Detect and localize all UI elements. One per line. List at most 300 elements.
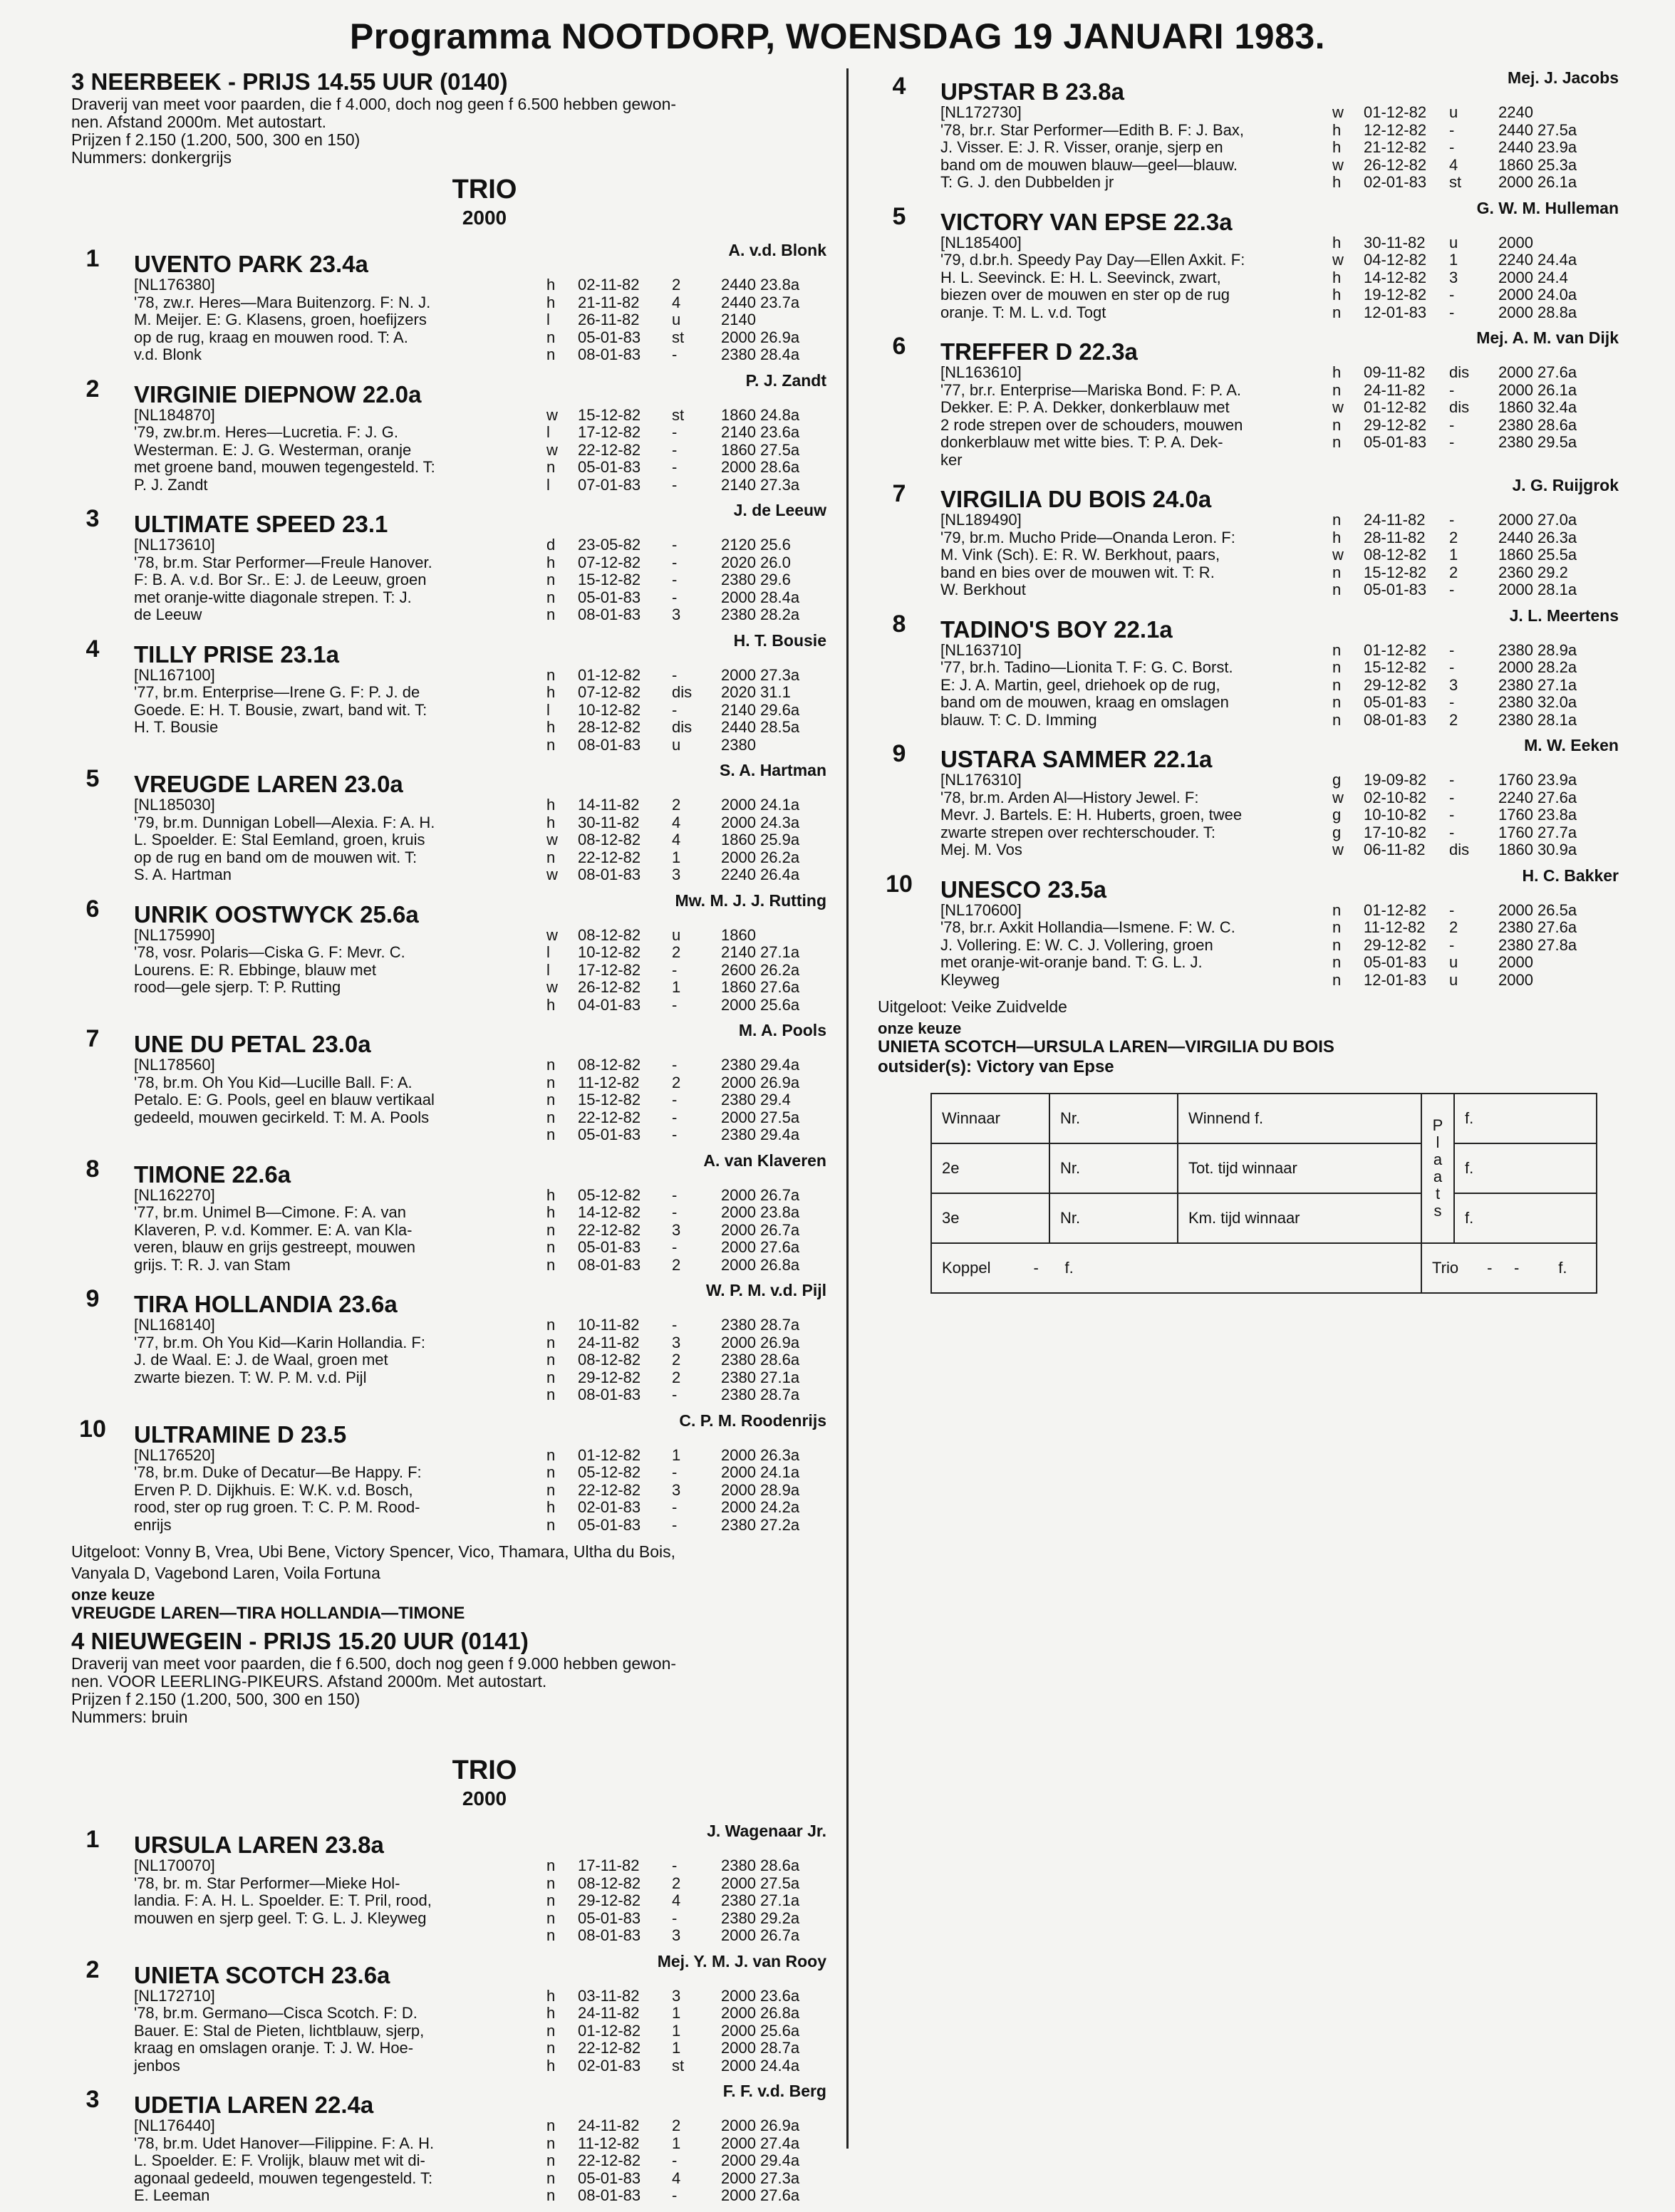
run-date: 12-01-83 xyxy=(1364,303,1427,321)
run-distance: 1860 xyxy=(721,405,756,424)
run-place: 4 xyxy=(672,813,681,831)
horse-description xyxy=(134,1857,529,1945)
run-track: l xyxy=(546,700,550,719)
run-distance: 1860 xyxy=(1498,546,1533,564)
run-time: 26.4a xyxy=(760,866,800,883)
horse-details xyxy=(134,796,826,884)
run-time xyxy=(1537,234,1594,252)
run-date: 21-12-82 xyxy=(1364,138,1427,156)
description-line: [NL168140] xyxy=(134,1316,215,1334)
horse-name: VIRGILIA DU BOIS 24.0a xyxy=(940,486,1212,512)
run-track: h xyxy=(546,683,556,701)
run-place: - xyxy=(672,2151,678,2169)
run-date: 19-12-82 xyxy=(1364,286,1427,303)
run-place: - xyxy=(672,536,678,554)
run-track: n xyxy=(546,2186,556,2204)
description-line: '78, br.m. Oh You Kid—Lucille Ball. F: A. xyxy=(134,1073,413,1091)
run-row xyxy=(1332,529,1594,547)
run-date: 01-12-82 xyxy=(1364,640,1427,659)
run-distance: 2000 xyxy=(721,796,756,814)
run-date: 08-12-82 xyxy=(578,925,641,944)
run-time: 28.9a xyxy=(760,1480,800,1499)
horse-runs xyxy=(546,407,817,494)
horse-body xyxy=(134,1411,826,1535)
run-place: 1 xyxy=(672,2039,681,2057)
run-distance: 2380 xyxy=(721,1091,756,1108)
run-track: n xyxy=(546,588,556,606)
run-track: w xyxy=(1332,398,1344,416)
run-track: n xyxy=(546,1333,556,1351)
run-place: - xyxy=(672,1909,678,1927)
horse-number: 8 xyxy=(85,1155,100,1183)
run-date: 19-09-82 xyxy=(1364,771,1427,789)
run-time: 24.1a xyxy=(760,796,800,814)
description-line: [NL176520] xyxy=(134,1445,215,1464)
description-line: rood—gele sjerp. T: P. Rutting xyxy=(134,978,341,996)
run-row xyxy=(546,589,817,607)
description-line: '79, br.m. Dunnigan Lobell—Alexia. F: A. H. xyxy=(134,813,435,831)
run-distance: 2000 xyxy=(721,1108,756,1126)
run-distance: 2000 xyxy=(721,2151,756,2169)
run-time: 27.7a xyxy=(1537,823,1577,841)
run-distance: 2000 xyxy=(721,458,756,476)
run-date: 08-01-83 xyxy=(578,1926,641,1944)
horse-owner: W. P. M. v.d. Pijl xyxy=(705,1281,826,1299)
run-row xyxy=(1332,304,1594,322)
run-row xyxy=(1332,677,1594,695)
run-date: 07-01-83 xyxy=(578,475,641,494)
right-column xyxy=(878,68,1619,1294)
horse-body xyxy=(134,1151,826,1274)
run-distance: 2380 xyxy=(1498,640,1533,659)
run-distance: 2000 xyxy=(721,2186,756,2204)
run-track: n xyxy=(546,1238,556,1256)
run-date: 22-12-82 xyxy=(578,1108,641,1126)
description-line: L. Spoelder. E: Stal Eemland, groen, kruis xyxy=(134,831,425,848)
horse-number: 4 xyxy=(892,73,906,100)
horse-entry xyxy=(71,2082,826,2205)
run-row xyxy=(546,796,817,814)
run-time: 28.6a xyxy=(1537,415,1577,434)
run-row xyxy=(1332,772,1594,789)
run-place: 4 xyxy=(1449,155,1458,174)
description-line: biezen over de mouwen en ster op de rug xyxy=(940,286,1230,303)
description-line: grijs. T: R. J. van Stam xyxy=(134,1255,291,1274)
run-place: dis xyxy=(672,718,693,736)
horse-details xyxy=(134,1857,826,1945)
run-distance: 2380 xyxy=(721,735,756,754)
description-line: J. de Waal. E: J. de Waal, groen met xyxy=(134,1351,388,1369)
run-distance: 2380 xyxy=(721,346,756,363)
horse-description xyxy=(134,1988,529,2075)
run-track: d xyxy=(546,536,556,554)
run-distance: 2000 xyxy=(721,1498,756,1516)
horse-body xyxy=(134,2082,826,2205)
run-track: n xyxy=(1332,918,1342,936)
description-line: '78, br.m. Duke of Decatur—Be Happy. F: xyxy=(134,1463,422,1481)
run-place: - xyxy=(1449,640,1455,659)
horse-entry xyxy=(71,1952,826,2075)
run-row xyxy=(546,407,817,425)
horse-number: 9 xyxy=(892,740,906,767)
run-row xyxy=(546,1334,817,1352)
cell-plaats: P l a a t s xyxy=(1421,1094,1454,1243)
horse-name: TADINO'S BOY 22.1a xyxy=(940,616,1173,643)
run-row xyxy=(546,1074,817,1092)
run-track: n xyxy=(546,735,556,754)
horse-description xyxy=(940,104,1325,192)
run-time: 27.0a xyxy=(1537,511,1577,529)
run-date: 30-11-82 xyxy=(1364,233,1426,251)
horse-name: UVENTO PARK 23.4a xyxy=(134,251,368,277)
run-time: 27.3a xyxy=(760,2169,800,2187)
run-place: st xyxy=(672,328,685,346)
run-track: h xyxy=(546,1498,556,1516)
race4-uitgeloot: Uitgeloot: Veike Zuidvelde xyxy=(878,997,1067,1016)
run-row xyxy=(546,831,817,849)
run-track: g xyxy=(1332,823,1342,841)
run-date: 22-12-82 xyxy=(578,848,641,866)
run-track: h xyxy=(546,1203,556,1221)
run-date: 03-11-82 xyxy=(578,1986,640,2005)
horse-body xyxy=(940,736,1619,859)
run-place: u xyxy=(672,735,681,754)
run-date: 08-12-82 xyxy=(1364,546,1427,564)
description-line: E. Leeman xyxy=(134,2186,210,2204)
description-line: F: B. A. v.d. Bor Sr.. E: J. de Leeuw, groen xyxy=(134,571,427,588)
race3-uitgeloot: Vanyala D, Vagebond Laren, Voila Fortuna xyxy=(71,1564,380,1582)
run-place: 1 xyxy=(1449,546,1458,564)
horse-name: ULTIMATE SPEED 23.1 xyxy=(134,511,388,537)
description-line: [NL176380] xyxy=(134,276,215,294)
run-place: u xyxy=(672,311,681,328)
description-line: L. Spoelder. E: F. Vrolijk, blauw met wit di- xyxy=(134,2151,425,2169)
horse-description xyxy=(134,667,529,754)
horse-number: 2 xyxy=(85,1956,100,1983)
description-line: [NL175990] xyxy=(134,925,215,944)
run-date: 08-01-83 xyxy=(578,1386,641,1403)
run-date: 24-11-82 xyxy=(578,2117,640,2134)
description-line: '78, br. m. Star Performer—Mieke Hol- xyxy=(134,1874,400,1892)
race3-condition: nen. Afstand 2000m. Met autostart. xyxy=(71,113,326,131)
run-time: 26.2a xyxy=(760,960,800,979)
run-place: - xyxy=(1449,806,1455,824)
run-distance: 2140 xyxy=(721,700,756,719)
run-place: u xyxy=(1449,103,1458,121)
run-track: h xyxy=(546,553,556,571)
run-row xyxy=(546,1927,817,1945)
run-date: 14-12-82 xyxy=(1364,268,1427,286)
run-date: 11-12-82 xyxy=(1364,918,1426,936)
run-date: 01-12-82 xyxy=(578,1445,641,1464)
cell-nr: Nr. xyxy=(1049,1094,1178,1143)
run-time: 24.8a xyxy=(760,405,800,424)
run-row xyxy=(546,1988,817,2005)
description-line: '77, br.h. Tadino—Lionita T. F: G. C. Borst. xyxy=(940,658,1233,676)
run-distance: 2360 xyxy=(1498,563,1533,581)
run-place: - xyxy=(672,346,678,363)
run-row xyxy=(546,1109,817,1127)
run-date: 11-12-82 xyxy=(578,2134,640,2152)
horse-runs xyxy=(546,667,817,754)
run-time: 24.1a xyxy=(760,1463,800,1481)
run-place: 1 xyxy=(672,2004,681,2022)
horse-runs xyxy=(1332,364,1594,469)
horse-name: UDETIA LAREN 22.4a xyxy=(134,2092,374,2118)
horse-runs xyxy=(546,1857,817,1945)
run-row xyxy=(1332,104,1594,122)
run-date: 22-12-82 xyxy=(578,2151,641,2169)
run-track: h xyxy=(546,1185,556,1204)
run-time: 29.4a xyxy=(760,1056,800,1074)
run-distance: 1760 xyxy=(1498,771,1533,789)
horse-body xyxy=(134,1021,826,1144)
horse-number: 10 xyxy=(79,1415,106,1443)
result-row xyxy=(931,1193,1597,1243)
description-line: Kleyweg xyxy=(940,970,1000,989)
run-track: w xyxy=(546,405,558,424)
run-date: 05-12-82 xyxy=(578,1463,641,1481)
horse-runs xyxy=(1332,234,1594,322)
run-date: 17-12-82 xyxy=(578,960,641,979)
trio-value: - - f. xyxy=(1487,1259,1567,1277)
description-line: donkerblauw met witte bies. T: P. A. Dek- xyxy=(940,433,1223,451)
race4-condition: Prijzen f 2.150 (1.200, 500, 300 en 150) xyxy=(71,1690,361,1708)
run-track: w xyxy=(546,978,558,996)
run-row xyxy=(546,866,817,884)
run-place: 1 xyxy=(672,2134,681,2152)
horse-entry xyxy=(71,1411,826,1535)
description-line: oranje. T: M. L. v.d. Togt xyxy=(940,303,1106,321)
run-distance: 2380 xyxy=(721,1857,756,1874)
description-line: J. Vollering. E: W. C. J. Vollering, groen xyxy=(940,935,1213,954)
run-row xyxy=(1332,564,1594,582)
run-date: 29-12-82 xyxy=(578,1368,641,1386)
run-place: - xyxy=(672,665,678,684)
horse-details xyxy=(134,667,826,754)
run-row xyxy=(546,1317,817,1334)
run-place: 3 xyxy=(672,606,681,623)
horse-owner: Mej. A. M. van Dijk xyxy=(1476,328,1619,347)
horse-number: 3 xyxy=(85,2086,100,2113)
horse-owner: M. W. Eeken xyxy=(1524,736,1619,754)
run-row xyxy=(546,684,817,702)
horse-number: 8 xyxy=(892,610,906,638)
run-row xyxy=(546,2187,817,2205)
run-place: dis xyxy=(1449,841,1470,858)
run-track: h xyxy=(546,293,556,311)
description-line: [NL162270] xyxy=(134,1185,215,1204)
run-track: n xyxy=(1332,693,1342,711)
horse-details xyxy=(940,104,1619,192)
run-row xyxy=(1332,789,1594,807)
description-line: mouwen en sjerp geel. T: G. L. J. Kleyweg xyxy=(134,1909,427,1927)
run-row xyxy=(546,814,817,832)
run-place: - xyxy=(672,1238,678,1256)
cell-nr: Nr. xyxy=(1049,1143,1178,1193)
run-time: 24.4a xyxy=(760,2056,800,2075)
cell-2e: 2e xyxy=(931,1143,1049,1193)
run-time: 23.6a xyxy=(760,423,800,441)
run-time: 28.4a xyxy=(760,346,800,363)
run-row xyxy=(546,329,817,347)
run-track: h xyxy=(1332,268,1342,286)
description-line: T: G. J. den Dubbelden jr xyxy=(940,173,1114,191)
run-date: 28-11-82 xyxy=(1364,528,1426,546)
run-time: 32.0a xyxy=(1537,693,1577,711)
horse-entry xyxy=(71,1822,826,1945)
run-time: 28.2a xyxy=(760,606,800,623)
horse-runs xyxy=(1332,104,1594,192)
run-distance: 2000 xyxy=(1498,581,1533,598)
run-row xyxy=(1332,174,1594,192)
run-track: n xyxy=(546,1220,556,1239)
run-time: 27.6a xyxy=(760,2186,800,2204)
run-distance: 1860 xyxy=(721,925,756,944)
run-place: 2 xyxy=(672,796,681,814)
horse-runs xyxy=(1332,642,1594,729)
run-time: 26.5a xyxy=(1537,900,1577,919)
horse-number: 1 xyxy=(85,245,100,272)
run-row xyxy=(546,927,817,945)
cell-tot-tijd: Tot. tijd winnaar xyxy=(1178,1143,1421,1193)
horse-details xyxy=(940,642,1619,729)
run-time: 28.6a xyxy=(760,1351,800,1369)
run-time: 27.1a xyxy=(760,1368,800,1386)
race4-keuze: UNIETA SCOTCH—URSULA LAREN—VIRGILIA DU BOIS xyxy=(878,1037,1334,1056)
run-distance: 2000 xyxy=(721,1185,756,1204)
run-row xyxy=(546,1222,817,1240)
run-place: 1 xyxy=(672,2021,681,2040)
description-line: enrijs xyxy=(134,1515,172,1534)
description-line: Erven P. D. Dijkhuis. E: W.K. v.d. Bosch, xyxy=(134,1480,413,1499)
race3-distance: 2000 xyxy=(462,207,507,229)
run-track: n xyxy=(1332,511,1342,529)
run-distance: 2000 xyxy=(1498,303,1533,321)
run-row xyxy=(546,1892,817,1910)
description-line: [NL172730] xyxy=(940,103,1022,121)
run-place: dis xyxy=(1449,363,1470,381)
run-time: 26.1a xyxy=(1537,173,1577,191)
run-distance: 1860 xyxy=(721,831,756,848)
run-row xyxy=(546,849,817,867)
description-line: '77, br.m. Enterprise—Irene G. F: P. J. de xyxy=(134,683,420,701)
horse-details xyxy=(134,1447,826,1535)
run-date: 11-12-82 xyxy=(578,1073,640,1091)
run-time: 27.2a xyxy=(760,1515,800,1534)
run-place: dis xyxy=(1449,398,1470,416)
run-track: n xyxy=(546,1255,556,1274)
run-time: 28.9a xyxy=(1537,640,1577,659)
run-row xyxy=(1332,902,1594,920)
run-track: l xyxy=(546,475,550,494)
description-line: agonaal gedeeld, mouwen tegengesteld. T: xyxy=(134,2169,433,2187)
description-line: Bauer. E: Stal de Pieten, lichtblauw, sjerp, xyxy=(134,2021,425,2040)
run-distance: 2240 xyxy=(721,866,756,883)
horse-entry xyxy=(71,371,826,494)
page-title: Programma NOOTDORP, WOENSDAG 19 JANUARI 1983. xyxy=(349,16,1326,56)
run-date: 02-01-83 xyxy=(1364,173,1427,191)
horse-owner: S. A. Hartman xyxy=(720,761,826,779)
koppel-label: Koppel xyxy=(942,1259,991,1277)
run-track: n xyxy=(546,606,556,623)
run-distance: 2380 xyxy=(1498,710,1533,729)
description-line: band om de mouwen, kraag en omslagen xyxy=(940,693,1229,711)
run-date: 07-12-82 xyxy=(578,553,641,571)
run-place: u xyxy=(1449,233,1458,251)
run-date: 23-05-82 xyxy=(578,536,641,554)
run-date: 05-01-83 xyxy=(578,1515,641,1534)
run-time: 27.6a xyxy=(760,978,800,996)
run-track: n xyxy=(1332,433,1342,451)
horse-owner: M. A. Pools xyxy=(738,1021,826,1039)
run-time: 23.7a xyxy=(760,293,800,311)
run-track: h xyxy=(546,2056,556,2075)
run-place: - xyxy=(672,700,678,719)
run-place: - xyxy=(672,553,678,571)
run-place: - xyxy=(672,2186,678,2204)
description-line: met oranje-wit-oranje band. T: G. L. J. xyxy=(940,953,1203,971)
run-row xyxy=(546,737,817,754)
run-row xyxy=(546,1204,817,1222)
run-place: - xyxy=(672,1498,678,1516)
run-time xyxy=(760,927,817,945)
description-line: J. Visser. E: J. R. Visser, oranje, sjerp en xyxy=(940,138,1223,156)
run-date: 26-12-82 xyxy=(1364,155,1427,174)
run-date: 15-12-82 xyxy=(1364,658,1427,676)
run-place: 2 xyxy=(672,2117,681,2134)
run-track: w xyxy=(546,925,558,944)
run-place: - xyxy=(672,1316,678,1334)
race4-distance: 2000 xyxy=(462,1787,507,1809)
description-line: '78, zw.r. Heres—Mara Buitenzorg. F: N. J. xyxy=(134,293,431,311)
horse-details xyxy=(134,407,826,494)
race3-keuze-label: onze keuze xyxy=(71,1586,155,1604)
run-place: - xyxy=(672,1091,678,1108)
horse-runs xyxy=(546,927,817,1014)
run-row xyxy=(1332,937,1594,955)
run-date: 05-01-83 xyxy=(578,2169,641,2187)
run-row xyxy=(1332,954,1594,972)
run-distance: 2120 xyxy=(721,536,756,554)
run-date: 04-01-83 xyxy=(578,995,641,1014)
run-row xyxy=(546,1187,817,1205)
run-row xyxy=(546,997,817,1014)
horse-name: VIRGINIE DIEPNOW 22.0a xyxy=(134,380,422,407)
horse-entry xyxy=(878,199,1619,322)
run-time: 30.9a xyxy=(1537,841,1577,858)
run-track: l xyxy=(546,943,550,961)
horse-number: 6 xyxy=(892,333,906,360)
description-line: jenbos xyxy=(134,2056,180,2075)
horse-owner: H. C. Bakker xyxy=(1522,866,1619,885)
cell-koppel xyxy=(931,1243,1421,1293)
run-place: - xyxy=(1449,415,1455,434)
run-place: 1 xyxy=(672,848,681,866)
run-distance: 2380 xyxy=(721,1368,756,1386)
run-track: h xyxy=(546,796,556,814)
run-track: n xyxy=(1332,658,1342,676)
horse-body xyxy=(940,199,1619,322)
description-line: '78, vosr. Polaris—Ciska G. F: Mevr. C. xyxy=(134,943,405,961)
run-place: - xyxy=(1449,138,1455,156)
run-date: 08-12-82 xyxy=(578,831,641,848)
run-track: w xyxy=(546,831,558,848)
run-distance: 2240 xyxy=(1498,251,1533,269)
run-row xyxy=(546,424,817,442)
description-line: Dekker. E: P. A. Dekker, donkerblauw met xyxy=(940,398,1230,416)
description-line: H. L. Seevinck. E: H. L. Seevinck, zwart, xyxy=(940,268,1221,286)
